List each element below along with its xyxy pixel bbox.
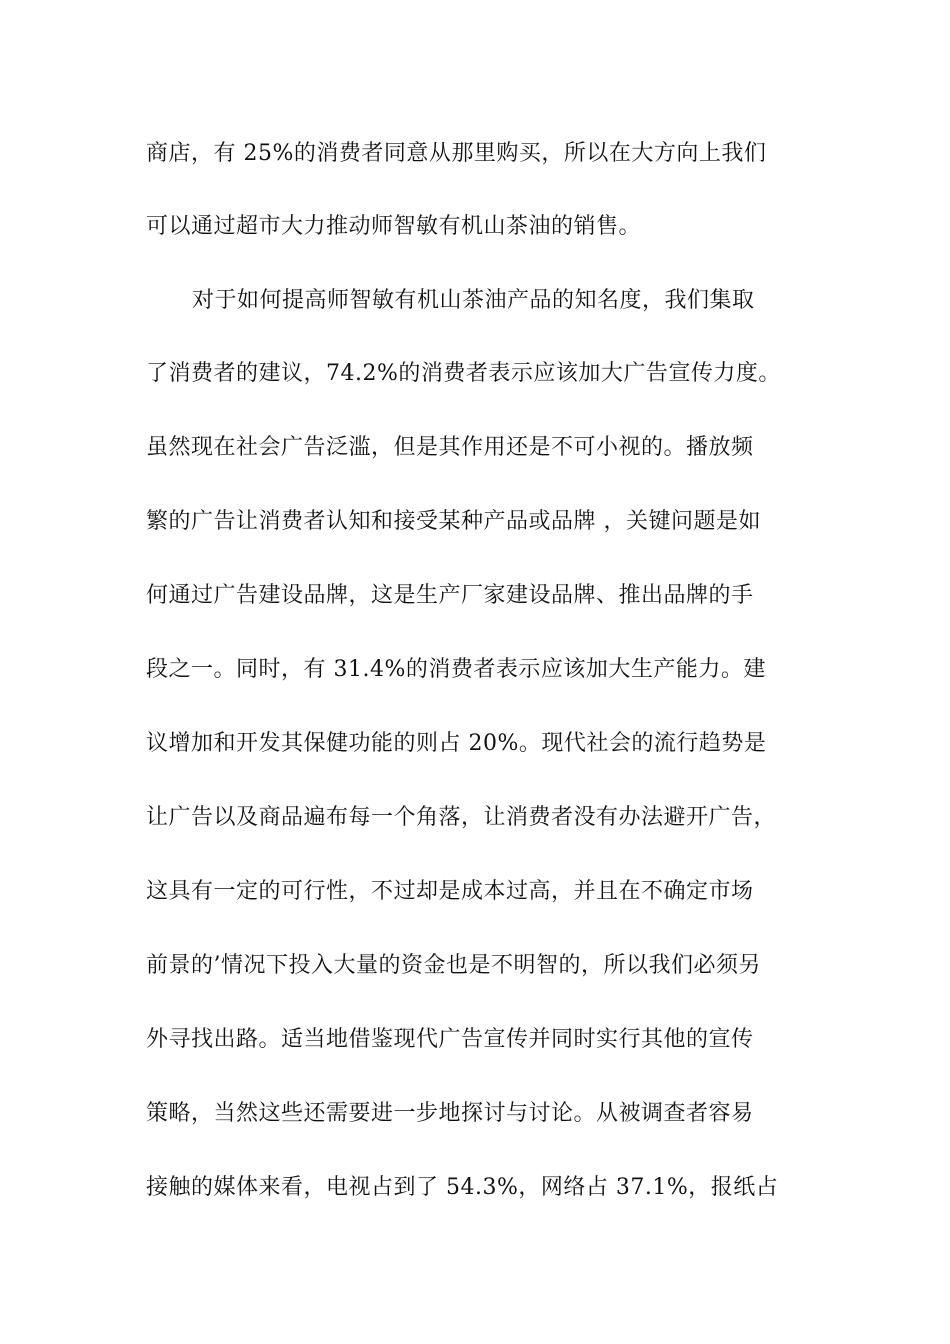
text-line: 这具有一定的可行性，不过却是成本过高，并且在不确定市场 bbox=[146, 879, 754, 904]
text-line: 外寻找出路。适当地借鉴现代广告宣传并同时实行其他的宣传 bbox=[146, 1027, 754, 1052]
text-line: 虽然现在社会广告泛滥，但是其作用还是不可小视的。播放频 bbox=[146, 435, 754, 460]
text-line: 段之一。同时，有 31.4%的消费者表示应该加大生产能力。建 bbox=[146, 657, 766, 682]
text-line: 商店，有 25%的消费者同意从那里购买，所以在大方向上我们 bbox=[146, 141, 767, 166]
text-line: 繁的广告让消费者认知和接受某种产品或品牌 ，关键问题是如 bbox=[146, 509, 761, 534]
text-line: 了消费者的建议，74.2%的消费者表示应该加大广告宣传力度。 bbox=[146, 361, 781, 386]
text-line: 让广告以及商品遍布每一个角落，让消费者没有办法避开广告， bbox=[146, 805, 777, 830]
text-line: 策略，当然这些还需要进一步地探讨与讨论。从被调查者容易 bbox=[146, 1101, 754, 1126]
paragraph-first-line: 对于如何提高师智敏有机山茶油产品的知名度，我们集取 bbox=[192, 288, 755, 313]
text-line: 何通过广告建设品牌，这是生产厂家建设品牌、推出品牌的手 bbox=[146, 583, 754, 608]
text-line: 接触的媒体来看，电视占到了 54.3%，网络占 37.1%，报纸占 bbox=[146, 1175, 779, 1200]
text-line: 可以通过超市大力推动师智敏有机山茶油的销售。 bbox=[146, 214, 642, 239]
text-line: 前景的’情况下投入大量的资金也是不明智的，所以我们必须另 bbox=[146, 953, 761, 978]
text-line: 议增加和开发其保健功能的则占 20%。现代社会的流行趋势是 bbox=[146, 731, 767, 756]
